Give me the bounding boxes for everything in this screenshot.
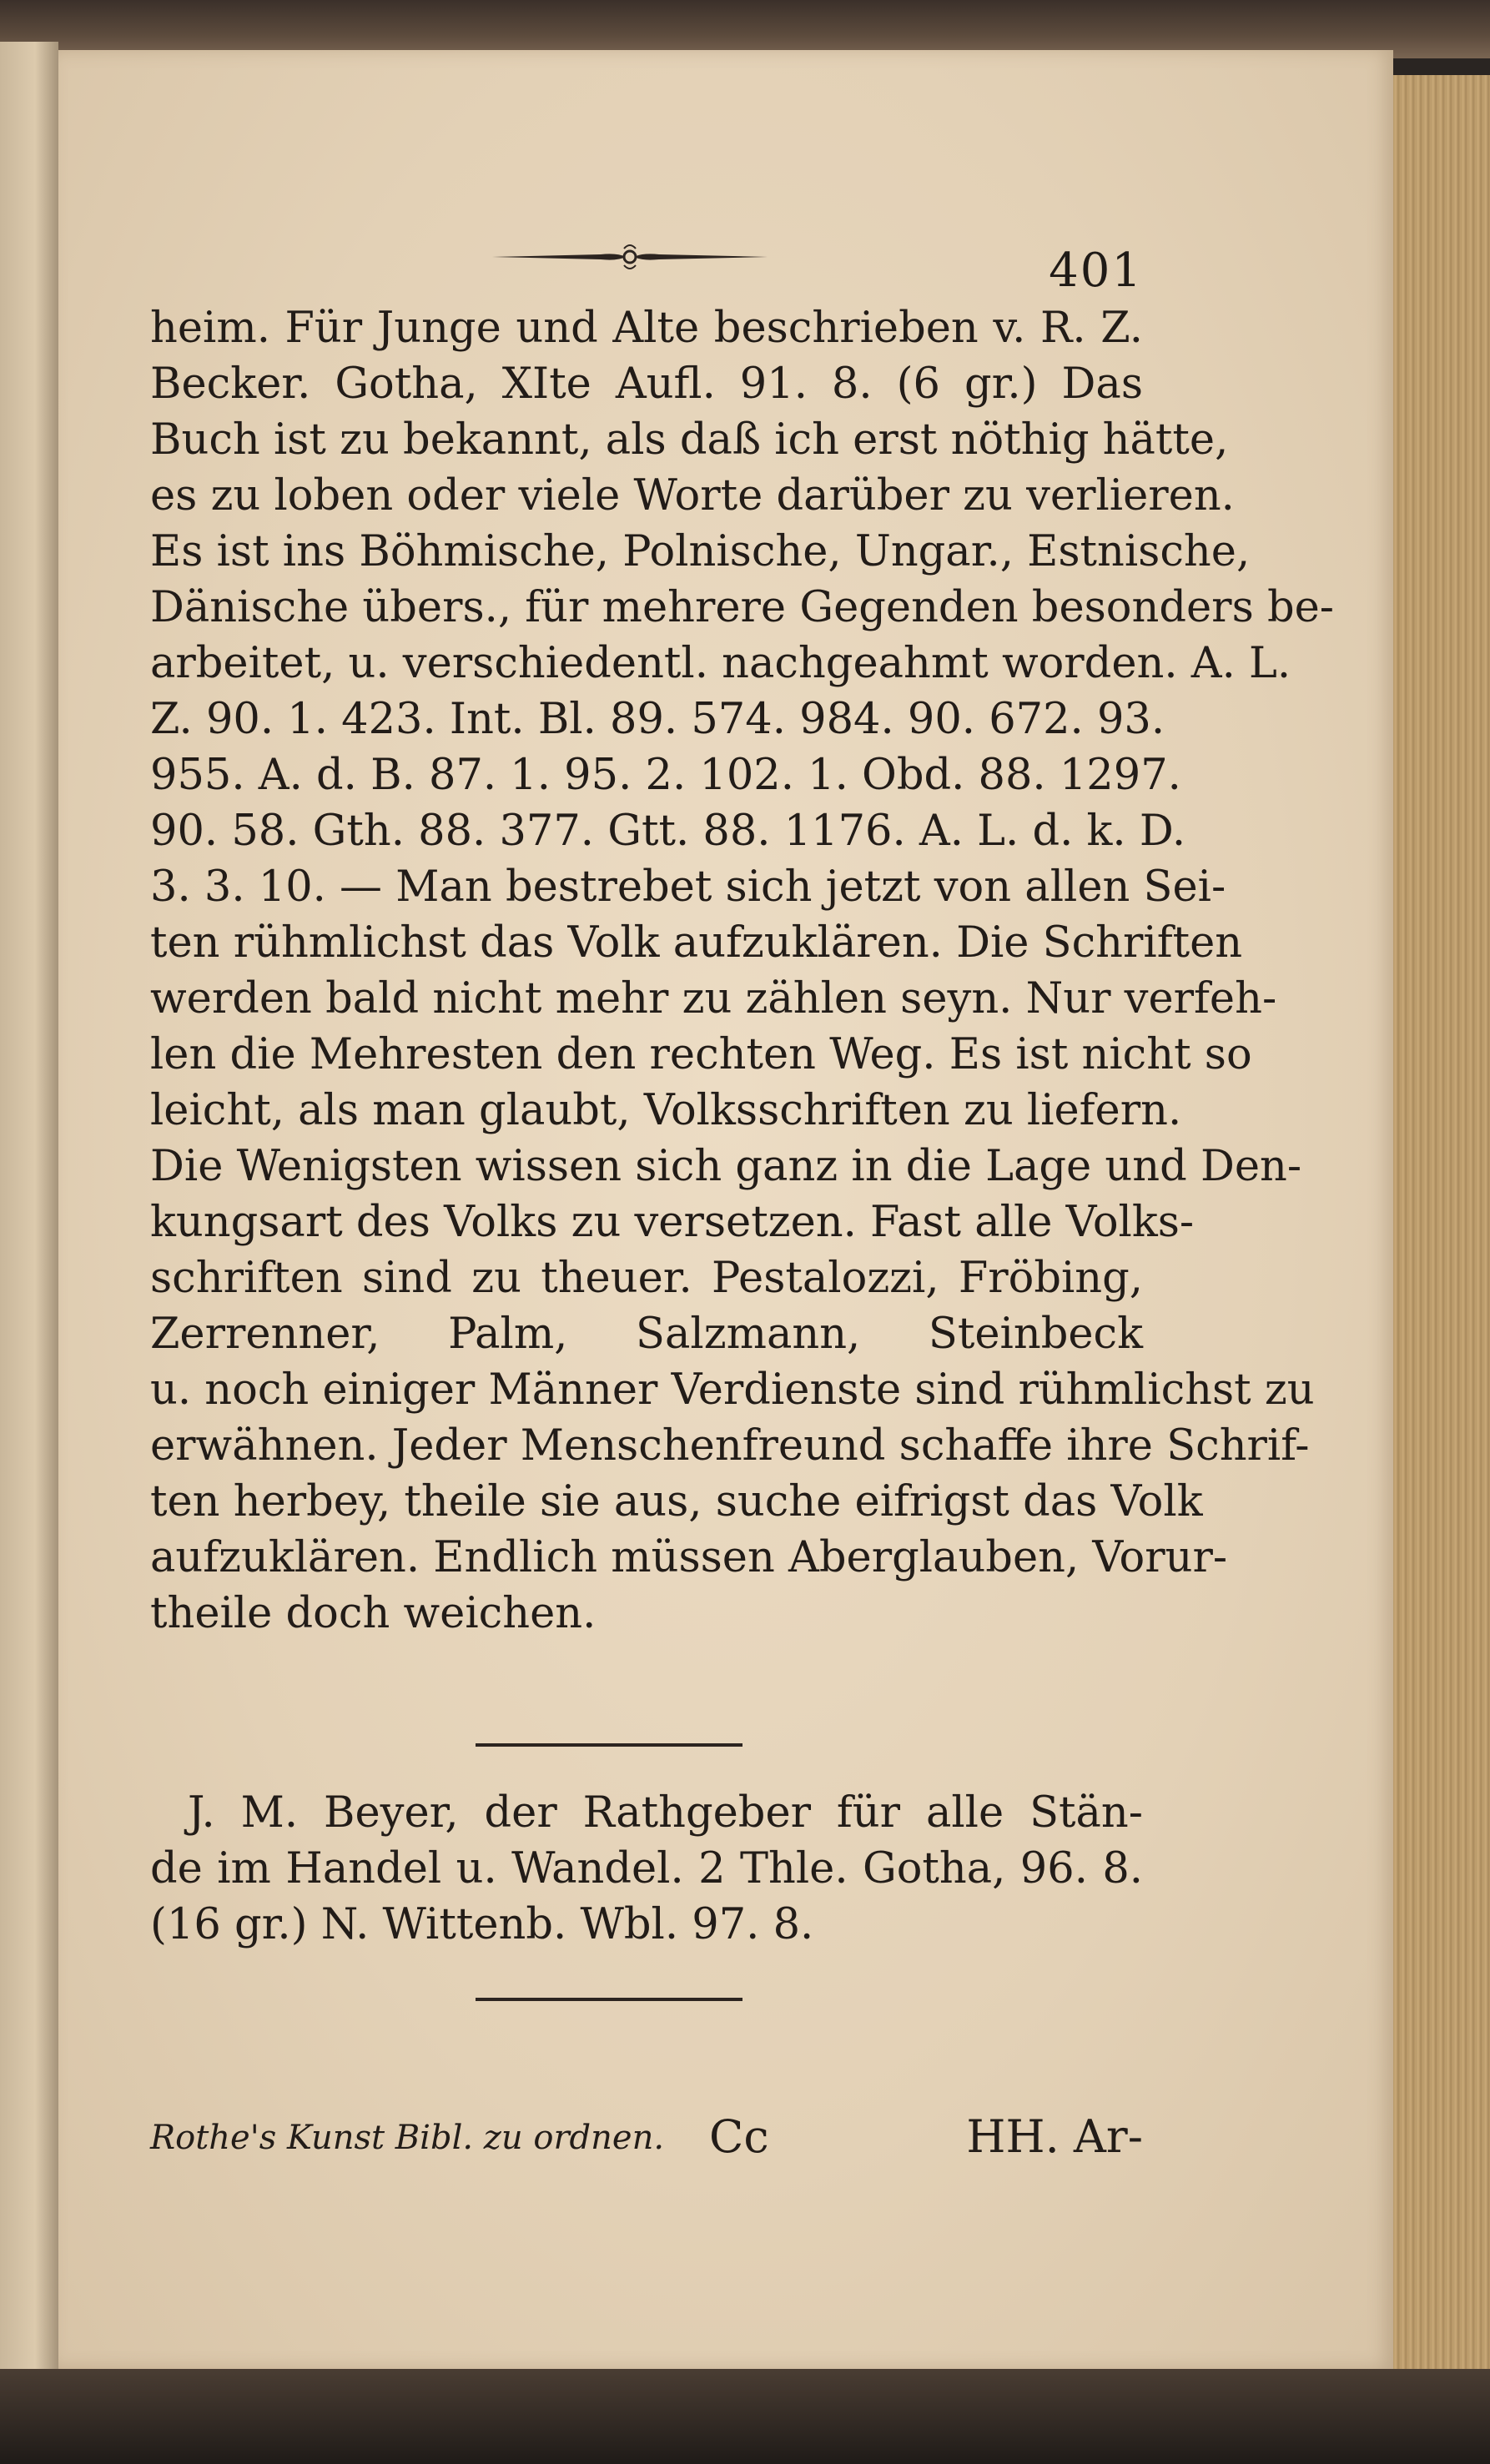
section-rule bbox=[476, 1998, 742, 2001]
text-line: Z. 90. 1. 423. Int. Bl. 89. 574. 984. 90. 672. 93. bbox=[150, 695, 1165, 744]
text-line: Becker. Gotha, XIte Aufl. 91. 8. (6 gr.) Das bbox=[150, 360, 1143, 409]
text-line: Die Wenigsten wissen sich ganz in die Lage und Den- bbox=[150, 1142, 1302, 1191]
text-line: J. M. Beyer, der Rathgeber für alle Stän- bbox=[188, 1788, 1143, 1838]
entry-beyer bbox=[150, 1785, 1143, 1953]
text-line: leicht, als man glaubt, Volksschriften zu liefern. bbox=[150, 1086, 1182, 1135]
page-fore-edge bbox=[1393, 75, 1490, 2386]
text-line: erwähnen. Jeder Menschenfreund schaffe ihre Schrif- bbox=[150, 1421, 1310, 1471]
text-line: ten herbey, theile sie aus, suche eifrigst das Volk bbox=[150, 1477, 1203, 1526]
text-line: 955. A. d. B. 87. 1. 95. 2. 102. 1. Obd. 88. 1297. bbox=[150, 751, 1181, 800]
text-line: Zerrenner, Palm, Salzmann, Steinbeck bbox=[150, 1310, 1143, 1359]
catchword: HH. Ar- bbox=[966, 2110, 1143, 2163]
entry-text bbox=[150, 300, 1335, 1642]
text-line: (16 gr.) N. Wittenb. Wbl. 97. 8. bbox=[150, 1900, 814, 1949]
printer-signature-note: Rothe's Kunst Bibl. zu ordnen. bbox=[150, 2119, 665, 2157]
page-number: 401 bbox=[1049, 244, 1143, 298]
text-line: Dänische übers., für mehrere Gegenden besonders be- bbox=[150, 583, 1335, 632]
left-page-edge bbox=[0, 42, 58, 2377]
text-line: heim. Für Junge und Alte beschrieben v. R. Z. bbox=[150, 304, 1143, 353]
signature-mark: Cc bbox=[709, 2110, 769, 2163]
section-rule bbox=[476, 1743, 742, 1747]
text-line: es zu loben oder viele Worte darüber zu verlieren. bbox=[150, 471, 1235, 520]
text-line: theile doch weichen. bbox=[150, 1589, 597, 1638]
text-line: u. noch einiger Männer Verdienste sind rühmlichst zu bbox=[150, 1365, 1315, 1415]
text-line: schriften sind zu theuer. Pestalozzi, Fröbing, bbox=[150, 1254, 1143, 1303]
bottom-shadow bbox=[0, 2369, 1490, 2464]
text-line: len die Mehresten den rechten Weg. Es ist nicht so bbox=[150, 1030, 1252, 1079]
header-ornament bbox=[492, 242, 768, 272]
text-line: 3. 3. 10. — Man bestrebet sich jetzt von allen Sei- bbox=[150, 862, 1226, 912]
text-line: 90. 58. Gth. 88. 377. Gtt. 88. 1176. A. L. d. k. D. bbox=[150, 807, 1186, 856]
text-line: kungsart des Volks zu versetzen. Fast alle Volks- bbox=[150, 1198, 1195, 1247]
page-footer bbox=[150, 2110, 1143, 2169]
text-line: Es ist ins Böhmische, Polnische, Ungar., Estnische, bbox=[150, 527, 1251, 576]
text-line: aufzuklären. Endlich müssen Aberglauben, Vorur- bbox=[150, 1533, 1228, 1582]
text-line: ten rühmlichst das Volk aufzuklären. Die Schriften bbox=[150, 918, 1243, 968]
text-line: werden bald nicht mehr zu zählen seyn. Nur verfeh- bbox=[150, 974, 1277, 1023]
text-line: de im Handel u. Wandel. 2 Thle. Gotha, 96. 8. bbox=[150, 1844, 1143, 1893]
text-line: arbeitet, u. verschiedentl. nachgeahmt worden. A. L. bbox=[150, 639, 1291, 688]
text-line: Buch ist zu bekannt, als daß ich erst nöthig hätte, bbox=[150, 415, 1229, 465]
